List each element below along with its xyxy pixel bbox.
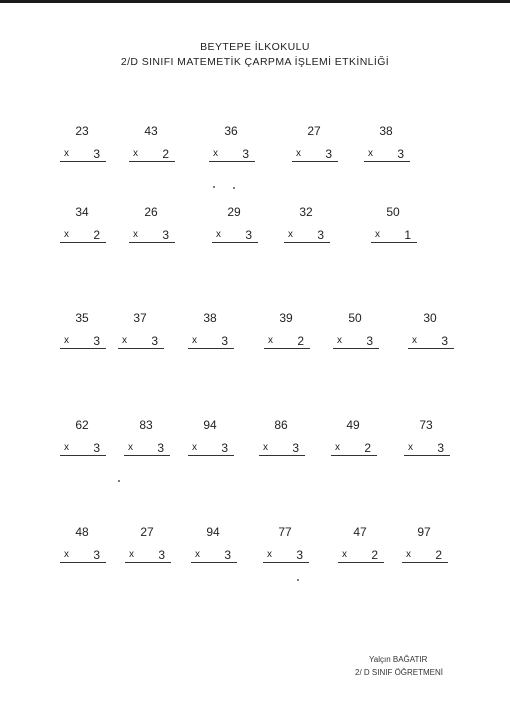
multiplier-line xyxy=(60,548,106,563)
times-sign: x xyxy=(64,229,69,240)
times-sign: x xyxy=(412,335,417,346)
multiplier-line xyxy=(60,441,106,456)
times-sign: x xyxy=(192,442,197,453)
times-sign: x xyxy=(408,442,413,453)
multiplication-problem xyxy=(290,124,350,174)
multiplication-problem xyxy=(331,311,391,361)
multiplier-line xyxy=(129,228,175,243)
multiplier-line xyxy=(188,441,234,456)
multiplication-problem xyxy=(123,525,183,575)
multiplier: 2 xyxy=(162,147,169,161)
multiplier: 3 xyxy=(157,441,164,455)
multiplier-line xyxy=(209,147,255,162)
multiplier-line xyxy=(284,228,330,243)
multiplicand: 94 xyxy=(206,525,220,539)
multiplier: 3 xyxy=(296,548,303,562)
multiplier: 3 xyxy=(397,147,404,161)
multiplier: 3 xyxy=(93,441,100,455)
multiplicand: 49 xyxy=(346,418,360,432)
times-sign: x xyxy=(337,335,342,346)
multiplier-line xyxy=(408,334,454,349)
multiplier: 3 xyxy=(292,441,299,455)
multiplication-problem xyxy=(58,124,118,174)
multiplier-line xyxy=(331,441,377,456)
multiplicand: 47 xyxy=(353,525,367,539)
multiplier: 3 xyxy=(325,147,332,161)
multiplication-problem xyxy=(261,525,321,575)
scan-top-edge xyxy=(0,0,510,3)
multiplication-problem xyxy=(127,205,187,255)
multiplication-problem xyxy=(58,525,118,575)
times-sign: x xyxy=(129,549,134,560)
multiplicand: 50 xyxy=(348,311,362,325)
times-sign: x xyxy=(368,148,373,159)
multiplier: 3 xyxy=(162,228,169,242)
multiplier: 3 xyxy=(317,228,324,242)
multiplication-problem xyxy=(362,124,422,174)
multiplier-line xyxy=(60,147,106,162)
multiplicand: 29 xyxy=(227,205,241,219)
teacher-role: 2/ D SINIF ÖĞRETMENİ xyxy=(355,668,444,677)
times-sign: x xyxy=(133,148,138,159)
multiplier-line xyxy=(364,147,410,162)
multiplier-line xyxy=(125,548,171,563)
multiplication-problem xyxy=(406,311,466,361)
times-sign: x xyxy=(122,335,127,346)
multiplier: 2 xyxy=(364,441,371,455)
multiplicand: 27 xyxy=(307,124,321,138)
multiplicand: 83 xyxy=(139,418,153,432)
multiplier-line xyxy=(404,441,450,456)
multiplier-line xyxy=(118,334,164,349)
multiplicand: 35 xyxy=(75,311,89,325)
multiplicand: 37 xyxy=(133,311,147,325)
multiplier-line xyxy=(371,228,417,243)
multiplier-line xyxy=(212,228,258,243)
multiplier-line xyxy=(263,548,309,563)
times-sign: x xyxy=(263,442,268,453)
multiplier-line xyxy=(129,147,175,162)
multiplication-problem xyxy=(369,205,429,255)
times-sign: x xyxy=(213,148,218,159)
multiplicand: 73 xyxy=(419,418,433,432)
times-sign: x xyxy=(375,229,380,240)
multiplicand: 32 xyxy=(299,205,313,219)
times-sign: x xyxy=(195,549,200,560)
times-sign: x xyxy=(296,148,301,159)
times-sign: x xyxy=(64,148,69,159)
multiplier-line xyxy=(338,548,384,563)
scan-speck xyxy=(233,187,235,189)
times-sign: x xyxy=(128,442,133,453)
multiplier-line xyxy=(191,548,237,563)
times-sign: x xyxy=(268,335,273,346)
multiplicand: 23 xyxy=(75,124,89,138)
multiplier: 3 xyxy=(221,441,228,455)
multiplication-problem xyxy=(400,525,460,575)
worksheet-title: 2/D SINIFI MATEMETİK ÇARPMA İŞLEMİ ETKİNLİĞİ xyxy=(120,56,390,68)
multiplicand: 62 xyxy=(75,418,89,432)
multiplication-problem xyxy=(282,205,342,255)
multiplicand: 77 xyxy=(278,525,292,539)
multiplication-problem xyxy=(58,311,118,361)
multiplicand: 27 xyxy=(140,525,154,539)
multiplier: 3 xyxy=(245,228,252,242)
multiplication-problem xyxy=(257,418,317,468)
multiplicand: 50 xyxy=(386,205,400,219)
multiplicand: 26 xyxy=(144,205,158,219)
multiplicand: 86 xyxy=(274,418,288,432)
multiplication-problem xyxy=(186,311,246,361)
multiplication-problem xyxy=(122,418,182,468)
multiplier-line xyxy=(188,334,234,349)
times-sign: x xyxy=(288,229,293,240)
times-sign: x xyxy=(335,442,340,453)
multiplier: 3 xyxy=(221,334,228,348)
times-sign: x xyxy=(64,442,69,453)
multiplier: 1 xyxy=(404,228,411,242)
multiplier: 3 xyxy=(93,147,100,161)
multiplier: 3 xyxy=(158,548,165,562)
multiplicand: 39 xyxy=(279,311,293,325)
multiplier-line xyxy=(333,334,379,349)
multiplier: 3 xyxy=(93,548,100,562)
multiplication-problem xyxy=(58,205,118,255)
times-sign: x xyxy=(406,549,411,560)
multiplication-problem xyxy=(127,124,187,174)
multiplier-line xyxy=(264,334,310,349)
school-name: BEYTEPE İLKOKULU xyxy=(200,41,310,53)
multiplier: 2 xyxy=(435,548,442,562)
multiplication-problem xyxy=(329,418,389,468)
multiplier: 3 xyxy=(441,334,448,348)
multiplicand: 38 xyxy=(379,124,393,138)
multiplication-problem xyxy=(210,205,270,255)
multiplication-problem xyxy=(336,525,396,575)
scan-speck xyxy=(118,480,120,482)
multiplicand: 48 xyxy=(75,525,89,539)
multiplication-problem xyxy=(189,525,249,575)
multiplicand: 97 xyxy=(417,525,431,539)
multiplier: 3 xyxy=(224,548,231,562)
multiplier-line xyxy=(124,441,170,456)
multiplier: 2 xyxy=(93,228,100,242)
multiplication-problem xyxy=(262,311,322,361)
multiplier-line xyxy=(60,334,106,349)
times-sign: x xyxy=(342,549,347,560)
multiplier: 3 xyxy=(93,334,100,348)
times-sign: x xyxy=(133,229,138,240)
multiplication-problem xyxy=(116,311,176,361)
times-sign: x xyxy=(192,335,197,346)
multiplicand: 30 xyxy=(423,311,437,325)
multiplier: 3 xyxy=(437,441,444,455)
multiplication-problem xyxy=(207,124,267,174)
multiplicand: 94 xyxy=(203,418,217,432)
times-sign: x xyxy=(64,549,69,560)
multiplier: 2 xyxy=(297,334,304,348)
multiplicand: 43 xyxy=(144,124,158,138)
multiplier-line xyxy=(402,548,448,563)
multiplication-problem xyxy=(58,418,118,468)
times-sign: x xyxy=(216,229,221,240)
multiplication-problem xyxy=(186,418,246,468)
multiplicand: 34 xyxy=(75,205,89,219)
times-sign: x xyxy=(267,549,272,560)
multiplicand: 36 xyxy=(224,124,238,138)
multiplicand: 38 xyxy=(203,311,217,325)
multiplier: 3 xyxy=(366,334,373,348)
multiplier-line xyxy=(60,228,106,243)
multiplier: 3 xyxy=(151,334,158,348)
times-sign: x xyxy=(64,335,69,346)
scan-speck xyxy=(297,579,299,581)
scan-speck xyxy=(213,186,215,188)
multiplication-problem xyxy=(402,418,462,468)
multiplier: 3 xyxy=(242,147,249,161)
multiplier: 2 xyxy=(371,548,378,562)
teacher-name: Yalçın BAĞATIR xyxy=(369,655,428,664)
multiplier-line xyxy=(292,147,338,162)
multiplier-line xyxy=(259,441,305,456)
